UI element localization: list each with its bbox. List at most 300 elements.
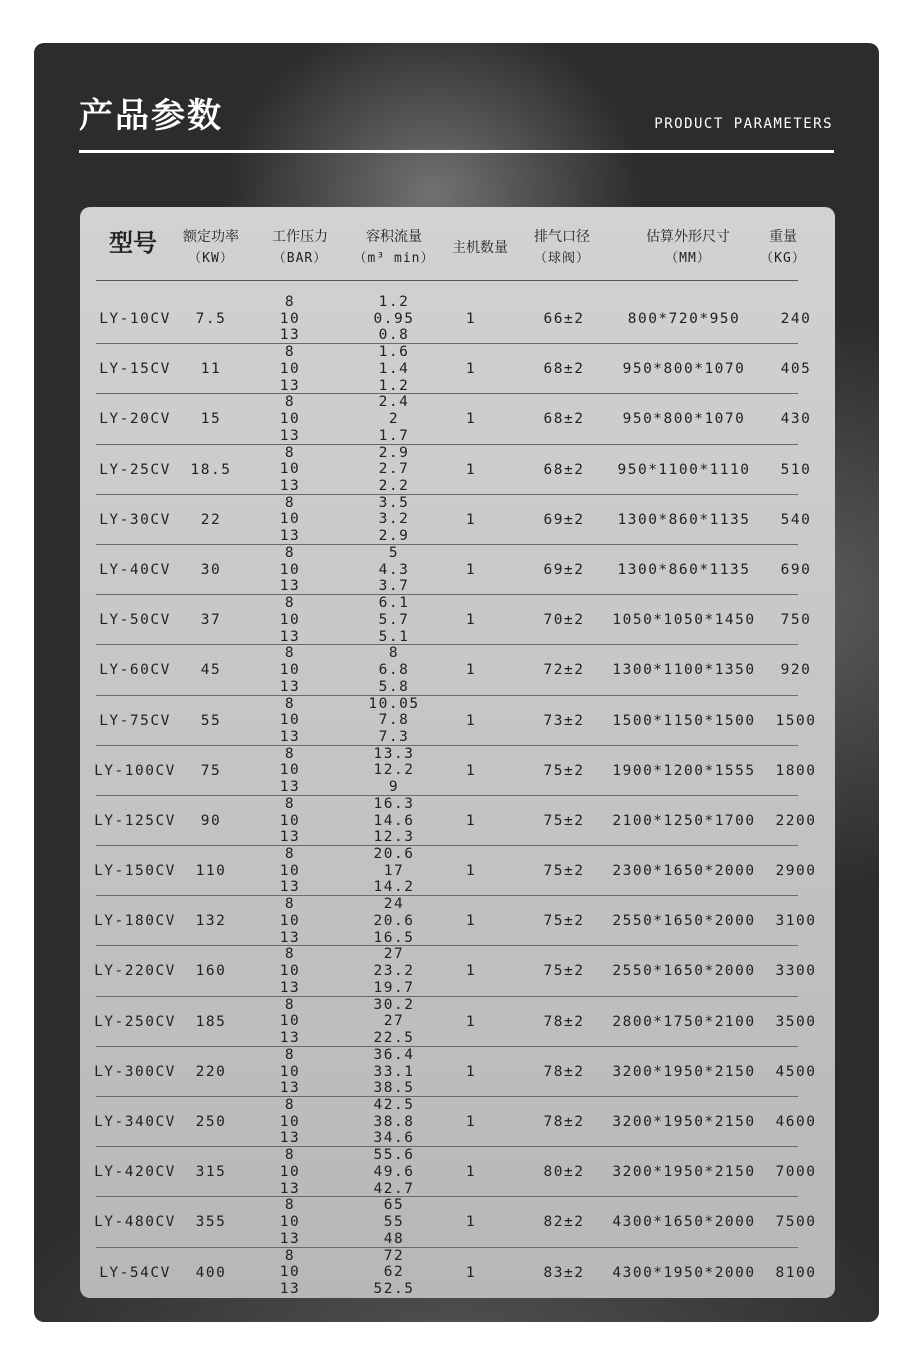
cell-pressure-line: 10	[279, 1063, 301, 1080]
cell-flow-line: 2.2	[378, 477, 410, 494]
cell-size: 3200*1950*2150	[612, 1063, 756, 1080]
header-divider	[96, 280, 798, 281]
cell-flow	[346, 746, 442, 796]
column-header-label: 额定功率	[183, 229, 239, 245]
cell-size: 1300*1100*1350	[612, 662, 756, 679]
cell-pressure-line: 8	[284, 494, 296, 511]
cell-pressure-line: 8	[284, 544, 296, 561]
cell-flow	[346, 1097, 442, 1147]
cell-flow-line: 2.4	[378, 394, 410, 411]
table-row	[80, 997, 835, 1047]
cell-flow-line: 1.4	[378, 360, 410, 377]
cell-power: 90	[200, 812, 222, 829]
cell-pressure	[260, 545, 320, 595]
cell-pressure-line: 13	[279, 1280, 301, 1297]
cell-flow-line: 12.2	[373, 762, 415, 779]
cell-size: 800*720*950	[627, 311, 741, 327]
cell-pressure-line: 13	[279, 929, 301, 946]
cell-outlet: 78±2	[543, 1114, 585, 1130]
cell-quantity: 1	[465, 662, 477, 679]
cell-pressure-line: 8	[284, 294, 296, 310]
cell-quantity: 1	[465, 311, 477, 327]
table-row	[80, 796, 835, 846]
cell-size: 950*800*1070	[622, 361, 746, 378]
cell-flow-line: 27	[383, 1013, 405, 1030]
cell-power: 110	[195, 863, 227, 880]
cell-flow-line: 3.2	[378, 511, 410, 528]
cell-quantity: 1	[465, 1063, 477, 1080]
cell-pressure-line: 13	[279, 728, 301, 745]
cell-pressure	[260, 1147, 320, 1197]
cell-flow-line: 2	[388, 411, 400, 428]
table-row	[80, 746, 835, 796]
cell-outlet: 78±2	[543, 1063, 585, 1080]
cell-weight: 7500	[775, 1214, 817, 1231]
cell-flow-line: 1.7	[378, 427, 410, 444]
cell-pressure-line: 8	[284, 1197, 296, 1214]
cell-quantity: 1	[465, 1164, 477, 1181]
cell-flow	[346, 896, 442, 946]
cell-pressure	[260, 896, 320, 946]
cell-pressure	[260, 1047, 320, 1097]
cell-pressure-line: 13	[279, 628, 301, 645]
cell-flow	[346, 394, 442, 444]
cell-pressure	[260, 846, 320, 896]
cell-pressure-line: 13	[279, 578, 301, 595]
cell-flow-line: 13.3	[373, 745, 415, 762]
cell-quantity: 1	[465, 812, 477, 829]
cell-power: 7.5	[195, 311, 227, 327]
cell-quantity: 1	[465, 913, 477, 930]
cell-flow-line: 5.8	[378, 678, 410, 695]
cell-pressure-line: 8	[284, 846, 296, 863]
cell-outlet: 69±2	[543, 561, 585, 578]
cell-quantity: 1	[465, 712, 477, 729]
column-header-quantity	[442, 237, 518, 259]
table-row	[80, 294, 835, 344]
cell-size: 2100*1250*1700	[612, 812, 756, 829]
cell-quantity: 1	[465, 561, 477, 578]
cell-size: 2550*1650*2000	[612, 963, 756, 980]
cell-pressure-line: 13	[279, 1080, 301, 1097]
column-header-unit: （KG）	[760, 251, 806, 266]
table-header	[80, 207, 835, 279]
cell-pressure-line: 8	[284, 344, 296, 361]
cell-flow-line: 38.5	[373, 1080, 415, 1097]
cell-flow-line: 3.7	[378, 578, 410, 595]
cell-flow	[346, 344, 442, 394]
cell-weight: 7000	[775, 1164, 817, 1181]
cell-power: 30	[200, 561, 222, 578]
cell-flow	[346, 796, 442, 846]
cell-size: 1050*1050*1450	[612, 612, 756, 629]
column-header-size	[630, 226, 746, 270]
cell-pressure-line: 10	[279, 1113, 301, 1130]
table-row	[80, 1147, 835, 1197]
table-row	[80, 344, 835, 394]
cell-weight: 510	[780, 461, 812, 478]
cell-model: LY-10CV	[99, 311, 171, 327]
cell-pressure	[260, 746, 320, 796]
cell-size: 2300*1650*2000	[612, 863, 756, 880]
cell-pressure-line: 10	[279, 862, 301, 879]
cell-quantity: 1	[465, 461, 477, 478]
cell-flow-line: 4.3	[378, 561, 410, 578]
cell-power: 132	[195, 913, 227, 930]
column-header-weight	[758, 226, 808, 270]
cell-flow-line: 2.9	[378, 528, 410, 545]
cell-flow-line: 1.2	[378, 294, 410, 310]
cell-power: 22	[200, 511, 222, 528]
cell-size: 1500*1150*1500	[612, 712, 756, 729]
cell-outlet: 72±2	[543, 662, 585, 679]
cell-power: 37	[200, 612, 222, 629]
cell-weight: 3100	[775, 913, 817, 930]
cell-quantity: 1	[465, 361, 477, 378]
cell-flow-line: 6.8	[378, 662, 410, 679]
cell-flow-line: 52.5	[373, 1280, 415, 1297]
cell-power: 220	[195, 1063, 227, 1080]
cell-weight: 3500	[775, 1013, 817, 1030]
column-header-pressure	[260, 226, 340, 270]
cell-model: LY-150CV	[94, 863, 176, 880]
cell-flow-line: 55	[383, 1214, 405, 1231]
cell-size: 4300*1950*2000	[612, 1264, 756, 1281]
cell-power: 18.5	[190, 461, 232, 478]
cell-flow-line: 7.3	[378, 728, 410, 745]
table-row	[80, 1097, 835, 1147]
cell-outlet: 75±2	[543, 913, 585, 930]
cell-weight: 1500	[775, 712, 817, 729]
cell-flow-line: 20.6	[373, 846, 415, 863]
cell-weight: 2900	[775, 863, 817, 880]
cell-pressure-line: 13	[279, 427, 301, 444]
cell-pressure-line: 10	[279, 812, 301, 829]
cell-power: 250	[195, 1114, 227, 1130]
cell-outlet: 75±2	[543, 762, 585, 779]
cell-quantity: 1	[465, 963, 477, 980]
cell-pressure-line: 13	[279, 829, 301, 846]
column-header-label: 容积流量	[366, 229, 422, 245]
cell-flow	[346, 645, 442, 695]
cell-pressure-line: 13	[279, 377, 301, 394]
cell-pressure-line: 10	[279, 360, 301, 377]
cell-pressure-line: 13	[279, 1030, 301, 1047]
cell-pressure-line: 13	[279, 1130, 301, 1147]
cell-quantity: 1	[465, 612, 477, 629]
cell-flow-line: 49.6	[373, 1163, 415, 1180]
cell-outlet: 78±2	[543, 1013, 585, 1030]
cell-flow-line: 36.4	[373, 1046, 415, 1063]
cell-weight: 540	[780, 511, 812, 528]
cell-model: LY-220CV	[94, 963, 176, 980]
cell-pressure-line: 8	[284, 1247, 296, 1264]
cell-size: 3200*1950*2150	[612, 1114, 756, 1130]
cell-pressure-line: 10	[279, 662, 301, 679]
table-row	[80, 645, 835, 695]
column-header-outlet	[524, 226, 600, 270]
cell-quantity: 1	[465, 1264, 477, 1281]
cell-pressure	[260, 1097, 320, 1147]
cell-pressure-line: 13	[279, 477, 301, 494]
cell-power: 45	[200, 662, 222, 679]
cell-power: 315	[195, 1164, 227, 1181]
column-header-label: 估算外形尺寸	[646, 229, 730, 245]
cell-flow	[346, 595, 442, 645]
cell-power: 400	[195, 1264, 227, 1281]
cell-flow-line: 23.2	[373, 963, 415, 980]
cell-quantity: 1	[465, 411, 477, 428]
cell-flow-line: 22.5	[373, 1030, 415, 1047]
cell-flow-line: 2.7	[378, 461, 410, 478]
cell-model: LY-20CV	[99, 411, 171, 428]
cell-power: 75	[200, 762, 222, 779]
cell-pressure-line: 8	[284, 896, 296, 913]
cell-weight: 4500	[775, 1063, 817, 1080]
cell-flow-line: 62	[383, 1264, 405, 1281]
page-subtitle: PRODUCT PARAMETERS	[654, 116, 833, 132]
cell-flow	[346, 997, 442, 1047]
cell-pressure-line: 10	[279, 712, 301, 729]
cell-outlet: 75±2	[543, 812, 585, 829]
table-row	[80, 1047, 835, 1097]
cell-power: 15	[200, 411, 222, 428]
cell-power: 55	[200, 712, 222, 729]
cell-pressure	[260, 1248, 320, 1298]
cell-weight: 405	[780, 361, 812, 378]
cell-pressure	[260, 294, 320, 344]
cell-flow-line: 3.5	[378, 494, 410, 511]
cell-flow	[346, 1197, 442, 1247]
table-row	[80, 445, 835, 495]
cell-flow-line: 1.6	[378, 344, 410, 361]
cell-size: 950*1100*1110	[617, 461, 751, 478]
cell-size: 2550*1650*2000	[612, 913, 756, 930]
cell-flow-line: 55.6	[373, 1147, 415, 1164]
cell-model: LY-15CV	[99, 361, 171, 378]
cell-pressure	[260, 1197, 320, 1247]
cell-model: LY-250CV	[94, 1013, 176, 1030]
cell-model: LY-50CV	[99, 612, 171, 629]
cell-outlet: 66±2	[543, 311, 585, 327]
cell-flow-line: 38.8	[373, 1113, 415, 1130]
cell-flow-line: 65	[383, 1197, 405, 1214]
cell-power: 355	[195, 1214, 227, 1231]
cell-flow-line: 27	[383, 946, 405, 963]
cell-weight: 1800	[775, 762, 817, 779]
cell-flow-line: 6.1	[378, 595, 410, 612]
cell-pressure	[260, 946, 320, 996]
cell-weight: 8100	[775, 1264, 817, 1281]
cell-flow-line: 16.3	[373, 795, 415, 812]
cell-pressure-line: 13	[279, 528, 301, 545]
cell-outlet: 68±2	[543, 361, 585, 378]
cell-weight: 4600	[775, 1114, 817, 1130]
cell-pressure-line: 13	[279, 879, 301, 896]
cell-quantity: 1	[465, 1114, 477, 1130]
cell-pressure	[260, 645, 320, 695]
cell-pressure-line: 10	[279, 310, 301, 327]
cell-weight: 240	[780, 311, 812, 327]
cell-pressure-line: 10	[279, 1214, 301, 1231]
cell-pressure-line: 10	[279, 1013, 301, 1030]
cell-pressure-line: 10	[279, 1163, 301, 1180]
cell-pressure	[260, 595, 320, 645]
cell-outlet: 80±2	[543, 1164, 585, 1181]
table-row	[80, 846, 835, 896]
table-row	[80, 545, 835, 595]
cell-flow-line: 2.9	[378, 444, 410, 461]
cell-weight: 430	[780, 411, 812, 428]
cell-pressure-line: 10	[279, 963, 301, 980]
cell-pressure-line: 8	[284, 695, 296, 712]
cell-flow-line: 42.7	[373, 1180, 415, 1197]
cell-model: LY-180CV	[94, 913, 176, 930]
column-header-model: 型号	[109, 229, 157, 257]
cell-flow-line: 24	[383, 896, 405, 913]
cell-flow-line: 9	[388, 779, 400, 796]
cell-size: 1900*1200*1555	[612, 762, 756, 779]
column-header-flow	[346, 226, 442, 270]
cell-outlet: 75±2	[543, 863, 585, 880]
cell-outlet: 69±2	[543, 511, 585, 528]
cell-model: LY-75CV	[99, 712, 171, 729]
cell-quantity: 1	[465, 1013, 477, 1030]
table-row	[80, 1197, 835, 1247]
cell-pressure-line: 10	[279, 762, 301, 779]
cell-outlet: 68±2	[543, 461, 585, 478]
cell-pressure-line: 8	[284, 394, 296, 411]
cell-model: LY-25CV	[99, 461, 171, 478]
column-header-label: 工作压力	[272, 229, 328, 245]
table-body	[80, 294, 835, 1298]
cell-flow-line: 20.6	[373, 912, 415, 929]
cell-flow-line: 19.7	[373, 979, 415, 996]
cell-outlet: 73±2	[543, 712, 585, 729]
column-header-label: 主机数量	[452, 240, 508, 256]
cell-pressure-line: 8	[284, 745, 296, 762]
cell-power: 185	[195, 1013, 227, 1030]
cell-flow-line: 14.6	[373, 812, 415, 829]
cell-power: 11	[200, 361, 222, 378]
cell-flow	[346, 545, 442, 595]
table-row	[80, 696, 835, 746]
cell-pressure	[260, 696, 320, 746]
cell-weight: 920	[780, 662, 812, 679]
cell-outlet: 75±2	[543, 963, 585, 980]
cell-flow-line: 34.6	[373, 1130, 415, 1147]
cell-pressure	[260, 796, 320, 846]
cell-pressure-line: 13	[279, 327, 301, 344]
column-header-label: 重量	[769, 229, 797, 245]
cell-flow-line: 33.1	[373, 1063, 415, 1080]
cell-flow	[346, 696, 442, 746]
cell-flow	[346, 445, 442, 495]
cell-quantity: 1	[465, 762, 477, 779]
cell-pressure-line: 13	[279, 779, 301, 796]
cell-model: LY-420CV	[94, 1164, 176, 1181]
column-header-unit: （BAR）	[272, 251, 328, 266]
cell-model: LY-300CV	[94, 1063, 176, 1080]
table-row	[80, 896, 835, 946]
cell-pressure	[260, 445, 320, 495]
cell-flow-line: 5.7	[378, 611, 410, 628]
cell-pressure-line: 8	[284, 645, 296, 662]
cell-quantity: 1	[465, 863, 477, 880]
cell-flow-line: 8	[388, 645, 400, 662]
cell-pressure	[260, 394, 320, 444]
cell-size: 950*800*1070	[622, 411, 746, 428]
cell-model: LY-340CV	[94, 1114, 176, 1130]
cell-quantity: 1	[465, 511, 477, 528]
column-header-label: 排气口径	[534, 229, 590, 245]
cell-pressure-line: 10	[279, 411, 301, 428]
cell-pressure	[260, 344, 320, 394]
cell-flow	[346, 846, 442, 896]
cell-size: 1300*860*1135	[617, 561, 751, 578]
parameters-table	[80, 207, 835, 1298]
cell-pressure-line: 8	[284, 946, 296, 963]
column-header-unit: （m³ min）	[353, 251, 435, 266]
cell-power: 160	[195, 963, 227, 980]
cell-model: LY-60CV	[99, 662, 171, 679]
cell-flow-line: 0.95	[373, 310, 415, 327]
cell-size: 1300*860*1135	[617, 511, 751, 528]
cell-size: 4300*1650*2000	[612, 1214, 756, 1231]
cell-pressure-line: 8	[284, 1147, 296, 1164]
title-divider	[79, 150, 834, 153]
cell-size: 2800*1750*2100	[612, 1013, 756, 1030]
cell-pressure-line: 13	[279, 979, 301, 996]
cell-flow	[346, 946, 442, 996]
cell-model: LY-480CV	[94, 1214, 176, 1231]
cell-flow-line: 72	[383, 1247, 405, 1264]
cell-flow	[346, 1248, 442, 1298]
cell-flow-line: 5.1	[378, 628, 410, 645]
table-row	[80, 495, 835, 545]
cell-flow-line: 0.8	[378, 327, 410, 344]
column-header-unit: （KW）	[188, 251, 234, 266]
cell-model: LY-100CV	[94, 762, 176, 779]
cell-flow	[346, 1047, 442, 1097]
table-row	[80, 946, 835, 996]
column-header-unit: （MM）	[665, 251, 711, 266]
table-row	[80, 394, 835, 444]
cell-flow-line: 42.5	[373, 1097, 415, 1113]
cell-pressure-line: 10	[279, 912, 301, 929]
cell-weight: 3300	[775, 963, 817, 980]
cell-weight: 2200	[775, 812, 817, 829]
cell-pressure	[260, 495, 320, 545]
cell-pressure-line: 10	[279, 511, 301, 528]
cell-model: LY-54CV	[99, 1264, 171, 1281]
cell-pressure-line: 13	[279, 678, 301, 695]
cell-flow	[346, 294, 442, 344]
cell-flow-line: 14.2	[373, 879, 415, 896]
cell-model: LY-125CV	[94, 812, 176, 829]
cell-pressure-line: 10	[279, 461, 301, 478]
cell-flow-line: 10.05	[368, 695, 420, 712]
cell-flow-line: 7.8	[378, 712, 410, 729]
table-row	[80, 595, 835, 645]
cell-weight: 750	[780, 612, 812, 629]
cell-pressure-line: 8	[284, 996, 296, 1013]
page-title: 产品参数	[79, 96, 223, 136]
cell-flow-line: 5	[388, 544, 400, 561]
cell-pressure-line: 10	[279, 561, 301, 578]
cell-quantity: 1	[465, 1214, 477, 1231]
cell-outlet: 70±2	[543, 612, 585, 629]
